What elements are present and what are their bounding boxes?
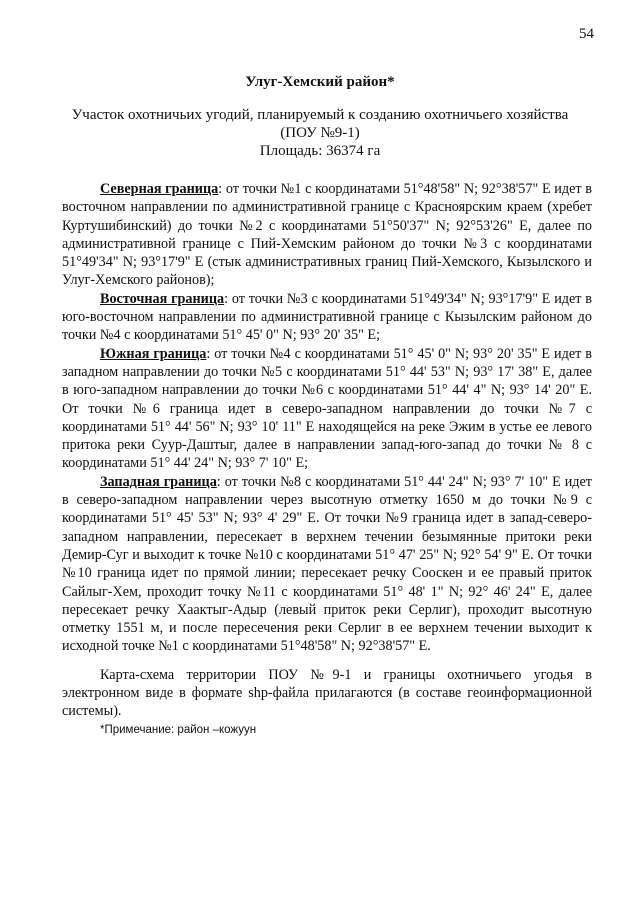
north-border-paragraph — [62, 180, 592, 290]
north-border-label: Северная граница — [100, 181, 219, 197]
south-border-text: : от точки №4 с координатами 51° 45' 0" N; 93° 20' 35" E идет в западном направлении до точки №5 с координатами 51° 44' 53" N; 93° 17' 38" E, далее в юго-западном направлении до точки №6 с координатами 51° 44' 4" N; 93° 14' 20" E. От точки №6 граница идет в северо-западном направлении до точки №7 с координатами 51° 44' 56" N; 93° 10' 11" E находящейся на реке Эжим в устье ее левого притока реки Суур-Даштыг, далее в направлении запад-юго-запад до точки № 8 с координатами 51° 44' 24" N; 93° 7' 10" E; — [62, 345, 592, 472]
map-note-paragraph: Карта-схема территории ПОУ №9-1 и границы охотничьего угодья в электронном виде в формате shp-файла прилагаются (в составе геоинформационной системы). — [62, 666, 592, 720]
north-border-text: : от точки №1 с координатами 51°48'58" N; 92°38'57" E идет в восточном направлении по административной границе с Красноярским краем (хребет Куртушибинский) до точки №2 с координатами 51°50'37" N; 92°53'26" E, далее по административной границе с Пий-Хемским районом до точки №3 с координатами 51°49'34" N; 93°17'9" E (стык административных границ Пий-Хемского, Кызылского и Улуг-Хемского районов); — [62, 181, 592, 289]
footnote: *Примечание: район –кожуун — [100, 723, 257, 736]
plot-header — [60, 106, 580, 160]
east-border-text: : от точки №3 с координатами 51°49'34" N; 93°17'9" E идет в юго-восточном направлении по административной границе с Кызылским районом до точки №4 с координатами 51° 45' 0" N; 93° 20' 35" E; — [62, 290, 592, 344]
document-body — [62, 180, 592, 738]
page-title: Улуг-Хемский район* — [245, 74, 395, 90]
plot-description: Участок охотничьих угодий, планируемый к созданию охотничьего хозяйства — [71, 107, 569, 123]
east-border-label: Восточная граница — [100, 290, 225, 307]
east-border-paragraph — [62, 290, 592, 345]
west-border-text: : от точки №8 с координатами 51° 44' 24" N; 93° 7' 10" E идет в северо-западном направлении через высотную отметку 1650 м до точки №9 с координатами 51° 45' 53" N; 93° 4' 29" E. От точки №9 граница идет в запад-северо-западном направлении, пересекает в верхнем течении безымянные притоки реки Демир-Суг и выходит к точке №10 с координатами 51° 47' 25" N; 92° 54' 9" E. От точки №10 граница идет по прямой линии; пересекает речку Сооскен и ее правый приток Сайлыг-Хем, проходит точку №11 с координатами 51° 48' 1" N; 92° 46' 24" E, далее пересекает речку Хаактыг-Адыр (левый приток реки Серлиг), проходит высотную отметку 1551 м, и после пересечения реки Серлиг в ее верхнем течении выходит к исходной точке №1 с координатами 51°48'58" N; 92°38'57" E. — [62, 473, 593, 655]
south-border-label: Южная граница — [100, 345, 207, 362]
plot-code: (ПОУ №9-1) — [280, 125, 360, 141]
south-border-paragraph — [62, 345, 592, 473]
page-number: 54 — [579, 26, 594, 42]
west-border-paragraph — [62, 473, 592, 656]
plot-area: Площадь: 36374 га — [259, 143, 381, 159]
west-border-label: Западная граница — [100, 473, 217, 490]
